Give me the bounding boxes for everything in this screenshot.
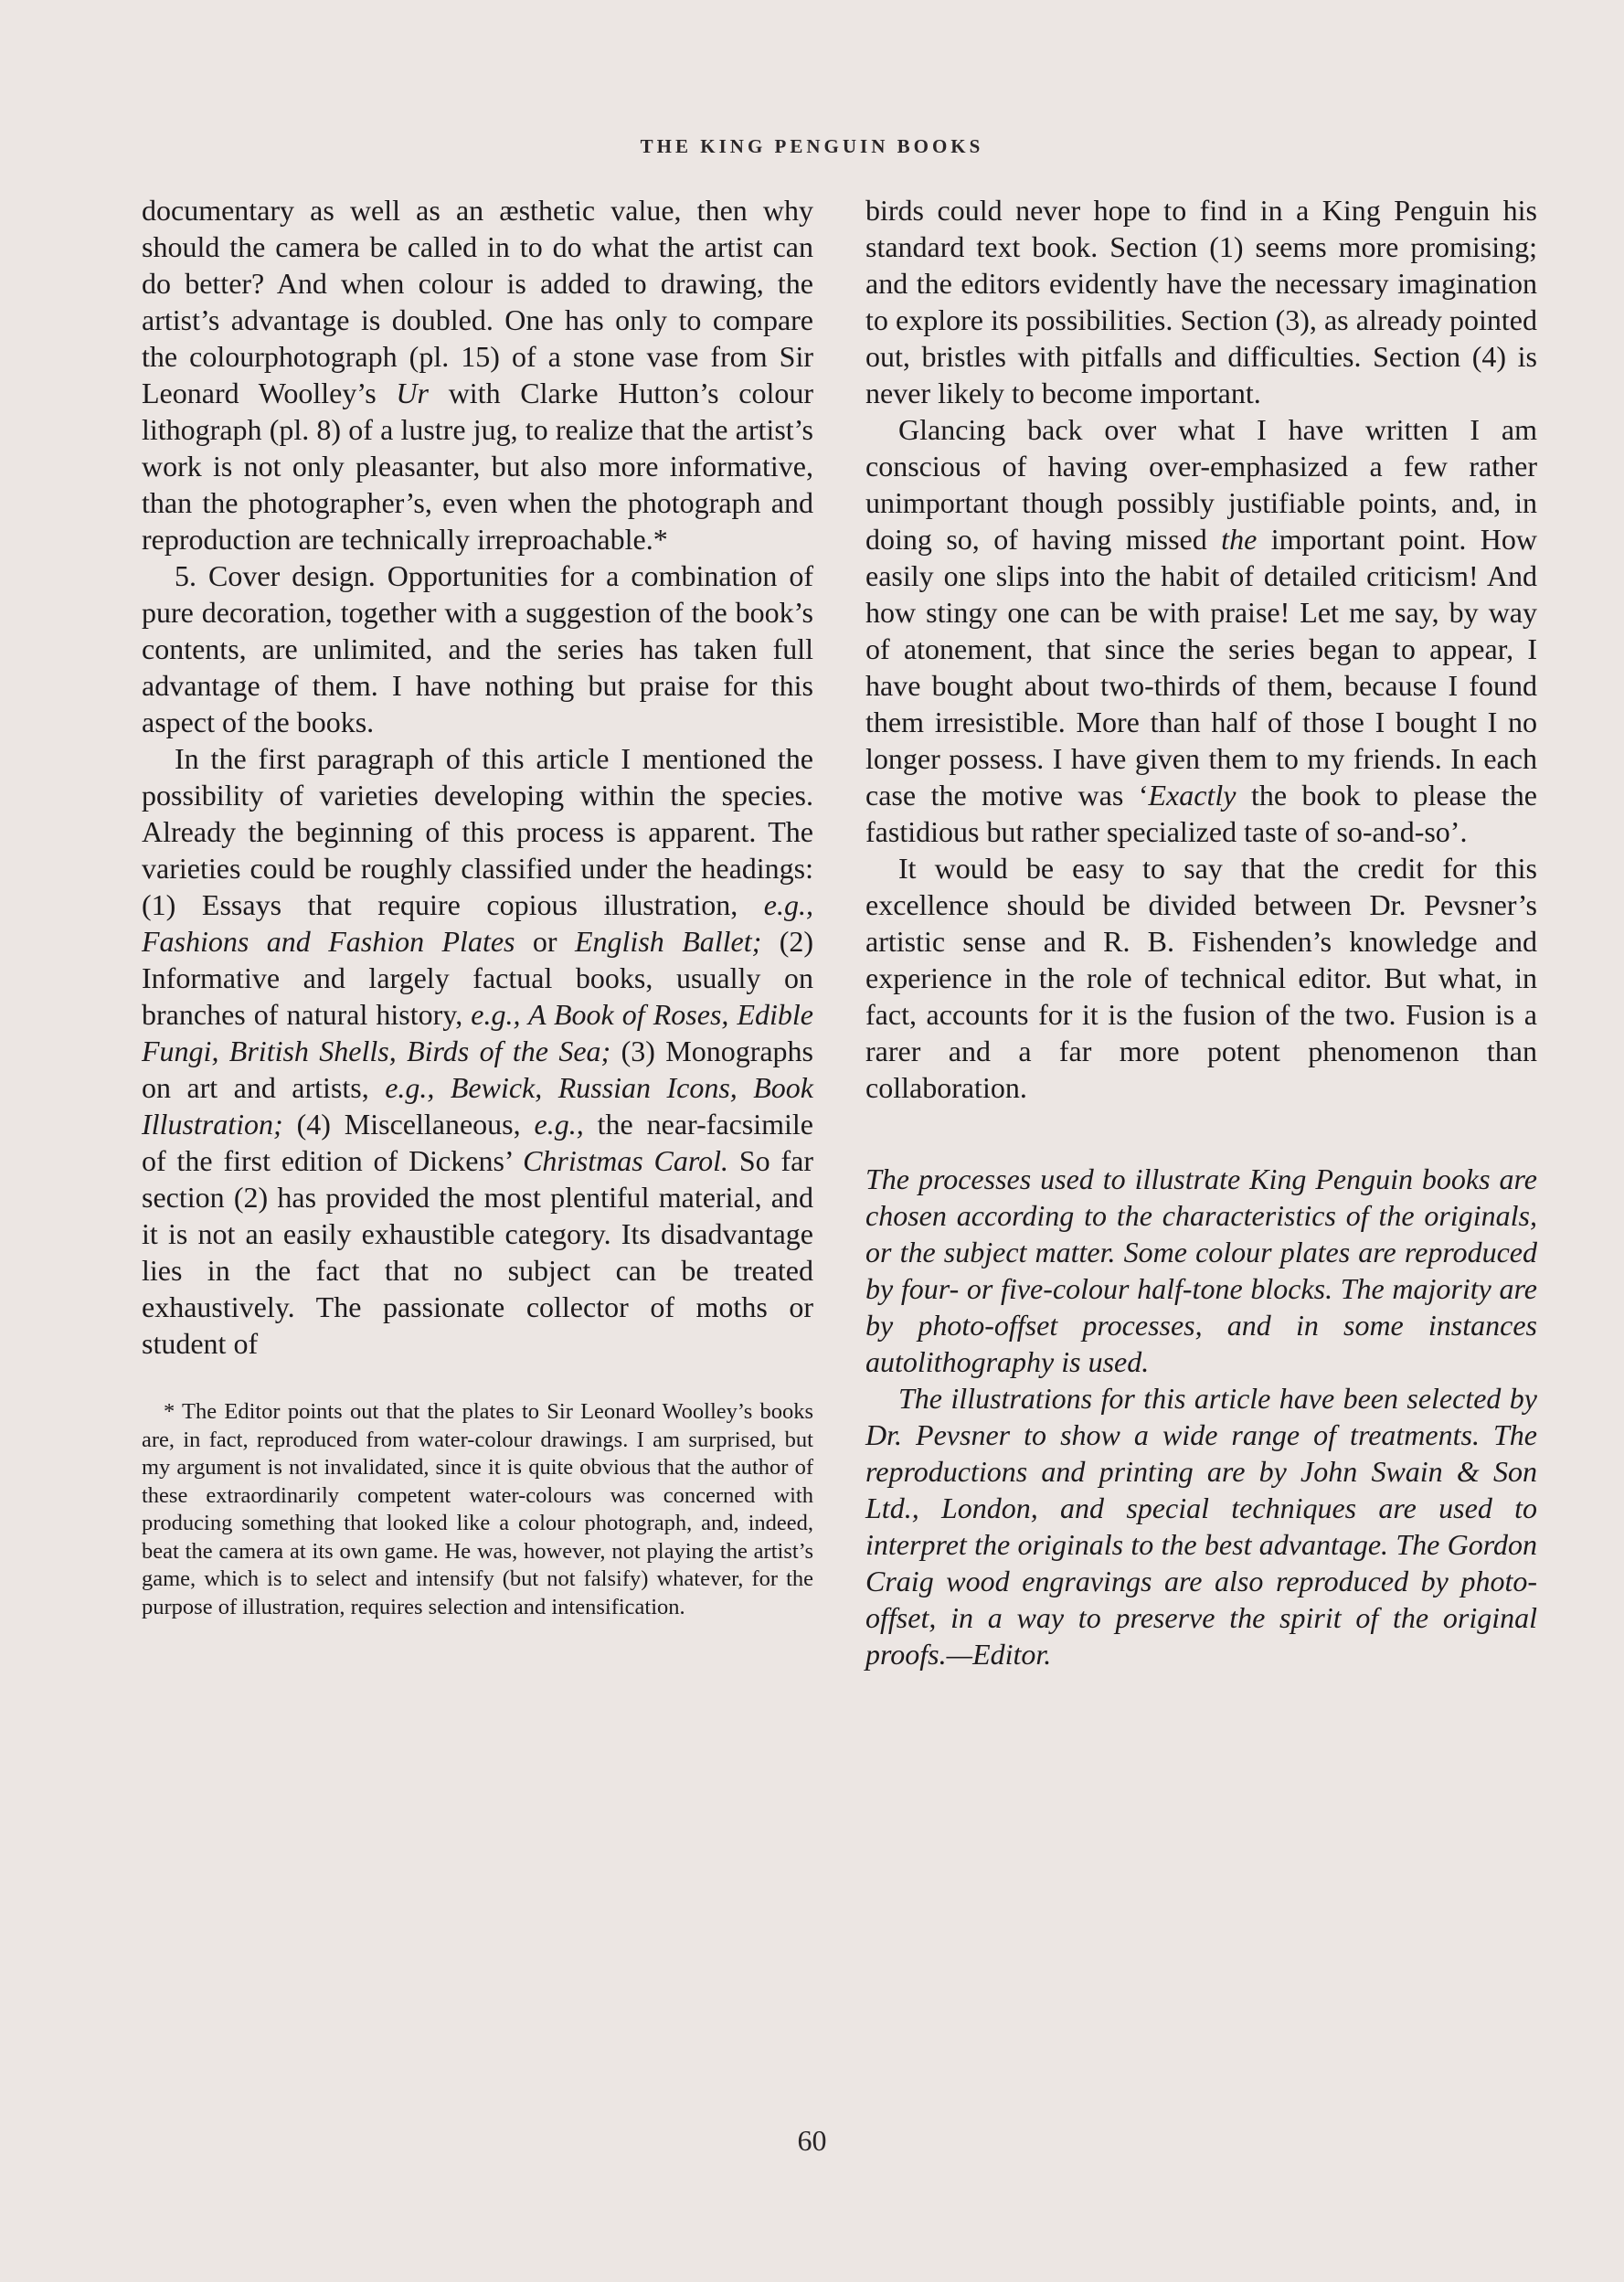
italic-run: e.g., Bewick, Russian Icons, Book Illustration; (142, 1071, 814, 1141)
text-run: the near-facsimile of the first edition of Dickens’ (142, 1108, 814, 1177)
text-run: So far section (2) has provided the most plentiful material, and it is not an easily exhaustible category. Its disadvantage lies in the fact that no subject can be treated exhaustively. The passionate collector of moths or student of (142, 1144, 814, 1360)
text-run: the book to please the fastidious but rather specialized taste of so-and-so’. (865, 779, 1538, 848)
text-run: important point. How easily one slips into the habit of detailed criticism! And how stingy one can be with praise! Let me say, by way of atonement, that since the series began to appear, I have bought about two-thirds of them, because I found them irresistible. More than half of those I bought I no longer possess. I have given them to my friends. In each case the motive was ‘ (865, 523, 1537, 812)
italic-run: e.g., (534, 1108, 584, 1141)
footnote (142, 1398, 813, 1621)
italic-run: the (1221, 523, 1258, 556)
italic-run: Exactly (1148, 779, 1237, 812)
page-number: 60 (797, 2124, 827, 2157)
text-run: (3) Monographs on art and artists, (142, 1035, 814, 1104)
paragraph-varieties (142, 740, 813, 1362)
italic-title-ur: Ur (396, 377, 429, 409)
paragraph-birds: birds could never hope to find in a King Penguin his standard text book. Section (1) seems more promising; and the editors evidently have the necessary imagination to explore its possibilities. Section (3), as already pointed out, bristles with pitfalls and difficulties. Section (4) is never likely to become important. (865, 194, 1537, 409)
paragraph-glancing-back (865, 411, 1537, 850)
text-run: (4) Miscellaneous, (282, 1108, 535, 1141)
text-run: (2) Informative and largely factual books, usually on branches of natural history, (142, 925, 813, 1031)
text-run: documentary as well as an æsthetic value, then why should the camera be called in to do what the artist can do better? And when colour is added to drawing, the artist’s advantage is doubled. One has only to compare the colourphotograph (pl. 15) of a stone vase from Sir Leonard Woolley’s (142, 194, 813, 409)
editor-note-illustrations: The illustrations for this article have been selected by Dr. Pevsner to show a wide range of treatments. The reproductions and printing are by John Swain & Son Ltd., London, and special techniques are used to interpret the originals to the best advantage. The Gordon Craig wood engravings are also reproduced by photo-offset, in a way to preserve the spirit of the original proofs.—Editor. (865, 1382, 1537, 1671)
running-head: THE KING PENGUIN BOOKS (640, 135, 984, 157)
text-run: or (515, 925, 575, 958)
text-run: In the first paragraph of this article I mentioned the possibility of varieties developing within the species. Already the beginning of this process is apparent. The varieties could be roughly classified under the headings: (1) Essays that require copious illustration, (142, 742, 813, 921)
footnote-text: * The Editor points out that the plates to Sir Leonard Woolley’s books are, in fact, reproduced from water-colour drawings. I am surprised, but my argument is not invalidated, since it is quite obvious that the author of these extraordinarily competent water-colours was concerned with producing something that looked like a colour photograph, and, indeed, beat the camera at its own game. He was, however, not playing the artist’s game, which is to select and intensify (but not falsify) whatever, for the purpose of illustration, requires selection and intensification. (142, 1399, 813, 1619)
paragraph-cover-design: 5. Cover design. Opportunities for a combination of pure decoration, together with a suggestion of the book’s contents, are unlimited, and the series has taken full advantage of them. I have nothing but praise for this aspect of the books. (142, 559, 813, 738)
editor-note (865, 1161, 1537, 1672)
editor-note-processes: The processes used to illustrate King Penguin books are chosen according to the characteristics of the originals, or the subject matter. Some colour plates are reproduced by four- or five-colour half-tone blocks. The majority are by photo-offset processes, and in some instances autolithography is used. (865, 1162, 1537, 1378)
text-run: with Clarke Hutton’s colour lithograph (pl. 8) of a lustre jug, to realize that the artist’s work is not only pleasanter, but also more informative, than the photographer’s, even when the photograph and reproduction are technically irreproachable.* (142, 377, 813, 556)
italic-run: e.g., Fashions and Fashion Plates (142, 888, 813, 958)
text-run: Glancing back over what I have written I am conscious of having over-emphasized a few rather unimportant though possibly justifiable points, and, in doing so, of having missed (865, 413, 1537, 556)
italic-run: English Ballet; (574, 925, 762, 958)
italic-run: e.g., A Book of Roses, Edible Fungi, British Shells, Birds of the Sea; (142, 998, 814, 1067)
italic-run: Christmas Carol. (523, 1144, 729, 1177)
left-column (142, 192, 813, 1621)
paragraph-credit: It would be easy to say that the credit for this excellence should be divided between Dr. Pevsner’s artistic sense and R. B. Fishenden’s knowledge and experience in the role of technical editor. But what, in fact, accounts for it is the fusion of the two. Fusion is a rarer and a far more potent phenomenon than collaboration. (865, 852, 1537, 1104)
paragraph-documentary (142, 192, 813, 557)
right-column (865, 192, 1537, 1672)
